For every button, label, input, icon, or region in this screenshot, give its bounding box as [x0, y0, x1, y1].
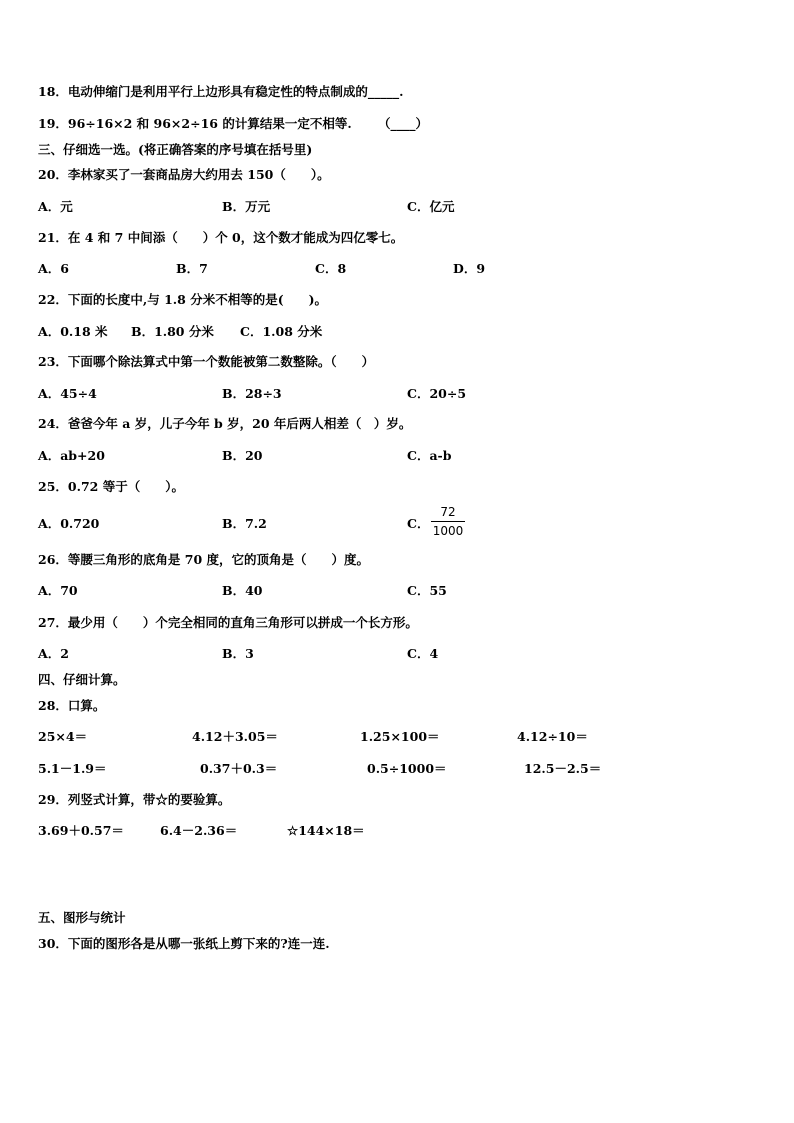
option-b[interactable]: B．万元	[222, 199, 271, 214]
calc-item: 0.5÷1000＝	[367, 761, 447, 776]
question-27: 27．最少用（ ）个完全相同的直角三角形可以拼成一个长方形。	[38, 615, 418, 630]
fraction-numerator: 72	[440, 505, 456, 519]
question-25: 25．0.72 等于（ ）。	[38, 479, 184, 494]
question-26: 26．等腰三角形的底角是 70 度，它的顶角是（ ）度。	[38, 552, 369, 567]
calc-item: 4.12÷10＝	[517, 729, 588, 744]
question-19-text: 19．96÷16×2 和 96×2÷16 的计算结果一定不相等.	[38, 116, 352, 131]
section-4-heading: 四、仔细计算。	[38, 672, 126, 687]
answer-paren[interactable]: （____）	[378, 116, 429, 131]
section-3-heading: 三、仔细选一选。(将正确答案的序号填在括号里)	[38, 142, 313, 157]
calc-item: 5.1－1.9＝	[38, 761, 107, 776]
calc-item: 6.4－2.36＝	[160, 823, 238, 838]
question-23: 23．下面哪个除法算式中第一个数能被第二数整除。（ ）	[38, 354, 375, 369]
option-c[interactable]: C．	[407, 516, 430, 531]
option-b[interactable]: B．40	[222, 583, 263, 598]
question-24: 24．爸爸今年 a 岁，儿子今年 b 岁，20 年后两人相差（ ）岁。	[38, 416, 412, 431]
option-b[interactable]: B．28÷3	[222, 386, 282, 401]
option-b[interactable]: B．3	[222, 646, 254, 661]
option-b[interactable]: B．1.80 分米	[131, 324, 214, 339]
calc-item: 25×4＝	[38, 729, 88, 744]
answer-blank[interactable]: _____	[367, 84, 400, 99]
option-b[interactable]: B．7.2	[222, 516, 267, 531]
calc-item: 12.5－2.5＝	[524, 761, 602, 776]
option-b[interactable]: B．20	[222, 448, 263, 463]
option-c[interactable]: C．亿元	[407, 199, 455, 214]
option-a[interactable]: A．45÷4	[38, 386, 97, 401]
option-a[interactable]: A．0.720	[38, 516, 100, 531]
question-18-end: .	[399, 84, 404, 99]
option-c[interactable]: C．8	[315, 261, 347, 276]
question-22: 22．下面的长度中,与 1.8 分米不相等的是( )。	[38, 292, 328, 307]
fraction-denominator: 1000	[432, 524, 464, 538]
option-c[interactable]: C．4	[407, 646, 439, 661]
question-30: 30．下面的图形各是从哪一张纸上剪下来的?连一连.	[38, 936, 330, 951]
section-5-heading: 五、图形与统计	[38, 910, 126, 925]
calc-item: 4.12＋3.05＝	[192, 729, 278, 744]
option-a[interactable]: A．ab+20	[38, 448, 105, 463]
option-a[interactable]: A．0.18 米	[38, 324, 108, 339]
option-a[interactable]: A．2	[38, 646, 69, 661]
question-29: 29．列竖式计算，带☆的要验算。	[38, 792, 231, 807]
question-19	[38, 116, 352, 132]
calc-item: 3.69＋0.57＝	[38, 823, 124, 838]
option-d[interactable]: D．9	[453, 261, 486, 276]
calc-item-star: ☆144×18＝	[287, 823, 365, 838]
option-c[interactable]: C．55	[407, 583, 447, 598]
option-a[interactable]: A．70	[38, 583, 78, 598]
option-c[interactable]: C．20÷5	[407, 386, 467, 401]
question-18-text: 18．电动伸缩门是利用平行上边形具有稳定性的特点制成的	[38, 84, 368, 99]
calc-item: 0.37＋0.3＝	[200, 761, 278, 776]
question-20: 20．李林家买了一套商品房大约用去 150（ ）。	[38, 167, 330, 182]
question-28: 28．口算。	[38, 698, 106, 713]
option-c[interactable]: C．1.08 分米	[240, 324, 323, 339]
question-18	[38, 84, 404, 100]
option-a[interactable]: A．6	[38, 261, 69, 276]
calc-item: 1.25×100＝	[360, 729, 440, 744]
fraction	[431, 504, 465, 539]
option-c[interactable]: C．a-b	[407, 448, 452, 463]
question-21: 21．在 4 和 7 中间添（ ）个 0，这个数才能成为四亿零七。	[38, 230, 404, 245]
option-b[interactable]: B．7	[176, 261, 208, 276]
option-a[interactable]: A．元	[38, 199, 73, 214]
fraction-bar	[431, 521, 465, 522]
